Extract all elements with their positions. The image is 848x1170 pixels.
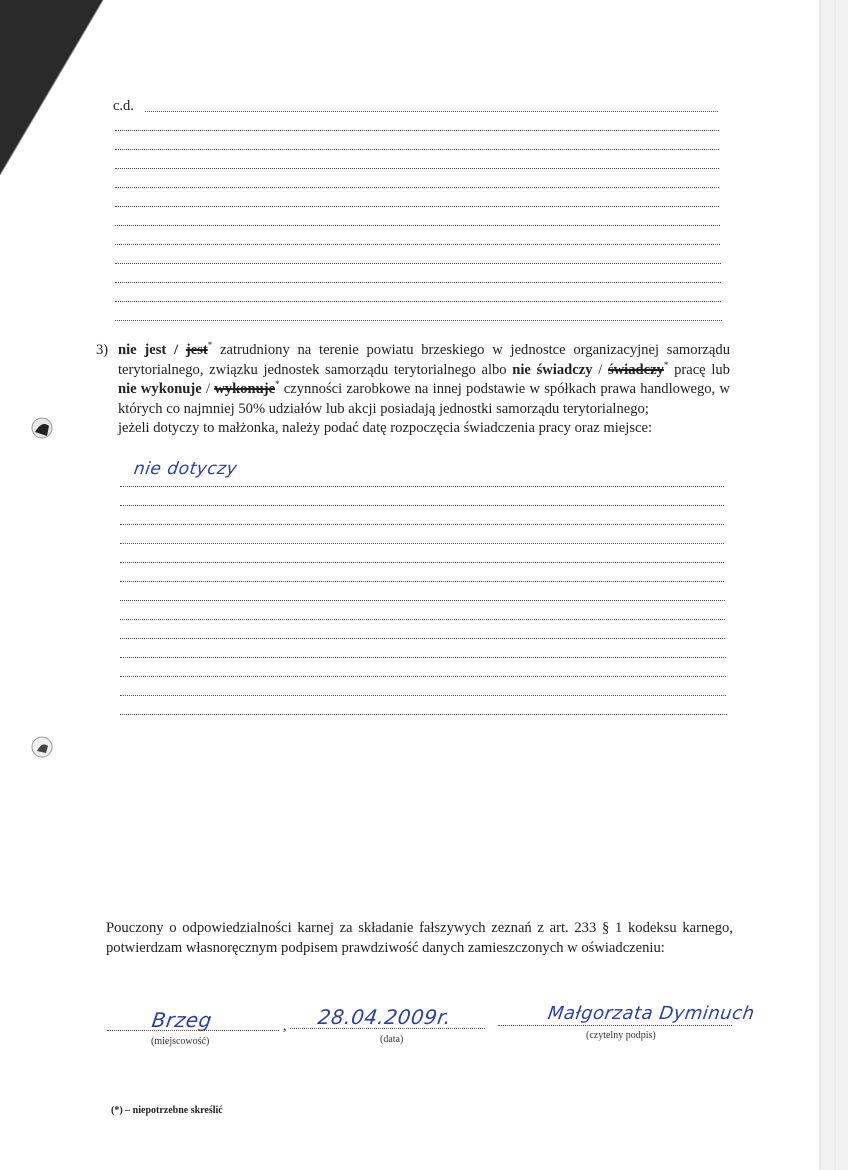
point-number: 3) — [96, 342, 109, 358]
comma: , — [283, 1019, 287, 1034]
dotted-line — [120, 619, 725, 620]
spouse-note: jeżeli dotyczy to małżonka, należy podać datę rozpoczęcia świadczenia pracy oraz miejsce: — [118, 420, 653, 436]
struck-option-do: wykonuje — [214, 381, 276, 397]
slash: / — [205, 381, 210, 397]
handwritten-signature: Małgorzata Dyminuch — [546, 1003, 757, 1024]
footnote: (*) – niepotrzebne skreślić — [111, 1105, 223, 1116]
place-caption: (miejscowość) — [151, 1036, 210, 1047]
dotted-line — [120, 714, 727, 715]
struck-option-is: jest — [185, 342, 208, 358]
signature-dotted-line — [498, 1025, 732, 1026]
handwritten-answer: nie dotyczy — [132, 459, 239, 479]
dotted-line — [120, 638, 725, 639]
signature-caption: (czytelny podpis) — [586, 1030, 656, 1041]
dotted-line — [120, 600, 725, 601]
struck-option-perform: świadczy — [607, 361, 664, 378]
dotted-line — [120, 486, 724, 487]
dotted-line — [115, 206, 719, 207]
work-or-text: pracę lub — [674, 361, 730, 378]
dotted-line — [120, 543, 724, 544]
option-not-is: nie jest — [118, 342, 167, 358]
handwritten-place: Brzeg — [150, 1008, 214, 1032]
option-not-do: nie wykonuje — [118, 381, 202, 397]
point-3-statement — [96, 341, 730, 439]
activities-text: czynności zarobkowe na innej podstawie w spółkach prawa handlowego, w których co najmniej 50% udziałów lub akcji posiadają jednostki samorządu terytorialnego; — [118, 381, 730, 417]
slash: / — [174, 342, 179, 358]
dotted-line — [120, 524, 724, 525]
option-not-perform: nie świadczy — [512, 361, 593, 378]
dotted-line — [115, 130, 719, 131]
dotted-line — [120, 657, 726, 658]
date-dotted-line — [290, 1028, 485, 1029]
dotted-line — [145, 111, 718, 112]
footnote-star: * — [207, 340, 213, 351]
dotted-line — [115, 282, 721, 283]
footnote-star: * — [663, 359, 669, 370]
dotted-line — [115, 225, 720, 226]
dotted-line — [120, 505, 724, 506]
dotted-line — [120, 695, 726, 696]
dotted-line — [115, 168, 719, 169]
slash: / — [598, 361, 603, 378]
continuation-label: c.d. — [113, 98, 134, 114]
dotted-line — [115, 301, 721, 302]
punch-hole-icon — [29, 414, 55, 442]
dotted-line — [115, 320, 722, 321]
dotted-line — [115, 149, 719, 150]
dotted-line — [115, 263, 721, 264]
punch-hole-icon — [29, 733, 55, 761]
employment-text: zatrudniony na terenie powiatu brzeskiego w jednostce organizacyjnej samorządu terytorialnego, związku jednostek samorządu terytorialnego albo — [118, 342, 730, 378]
declaration-text: Pouczony o odpowiedzialności karnej za składanie fałszywych zeznań z art. 233 § 1 kodeksu karnego, potwierdzam własnoręcznym podpisem prawdziwość danych zamieszczonych w oświadczeniu: — [106, 920, 733, 956]
dotted-line — [120, 581, 724, 582]
dotted-line — [115, 244, 720, 245]
footnote-star: * — [275, 379, 280, 390]
dotted-line — [120, 676, 726, 677]
date-caption: (data) — [380, 1034, 404, 1045]
dotted-line — [115, 187, 719, 188]
dotted-line — [120, 562, 724, 563]
place-dotted-line — [107, 1030, 279, 1031]
handwritten-date: 28.04.2009r. — [316, 1005, 453, 1029]
